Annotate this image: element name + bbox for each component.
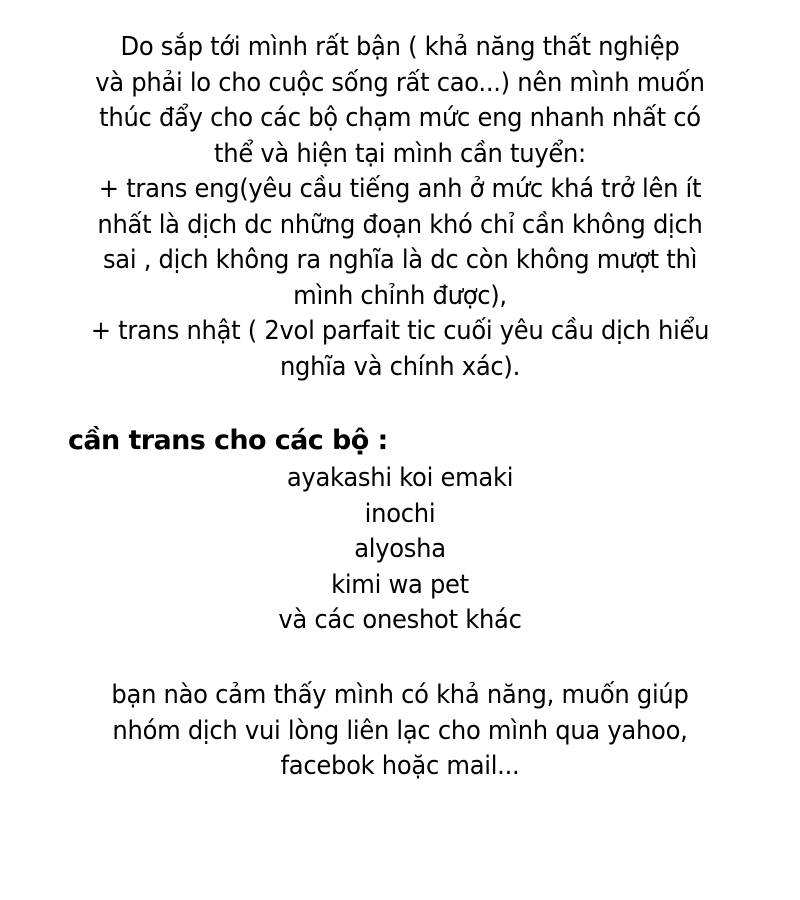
contact-line: nhóm dịch vui lòng liên lạc cho mình qua yahoo, [112,715,688,746]
intro-paragraph [0,30,800,385]
trans-eng-requirement-line: nhất là dịch dc những đoạn khó chỉ cần không dịch [97,209,703,240]
contact-paragraph [0,678,800,785]
list-item: và các oneshot khác [278,605,522,635]
trans-eng-requirement-line: sai , dịch không ra nghĩa là dc còn không mượt thì [102,245,698,275]
intro-line: và phải lo cho cuộc sống rất cao...) nên mình muốn [95,67,705,98]
contact-line: bạn nào cảm thấy mình có khả năng, muốn giúp [111,680,689,710]
intro-line: Do sắp tới mình rất bận ( khả năng thất nghiệp [120,32,680,62]
trans-eng-requirement-line: mình chỉnh được), [293,280,507,311]
projects-heading: cần trans cho các bộ : [68,425,388,456]
list-item: kimi wa pet [331,569,469,600]
trans-jp-requirement-line: + trans nhật ( 2vol parfait tic cuối yêu cầu dịch hiểu [90,316,710,346]
contact-line: facebok hoặc mail... [280,751,520,781]
list-item: alyosha [354,534,446,564]
trans-eng-requirement-line: + trans eng(yêu cầu tiếng anh ở mức khá trở lên ít [98,174,702,204]
intro-line: thúc đẩy cho các bộ chạm mức eng nhanh nhất có [99,103,701,133]
trans-jp-requirement-line: nghĩa và chính xác). [279,351,520,382]
list-item: ayakashi koi emaki [286,463,514,493]
intro-line: thể và hiện tại mình cần tuyển: [214,138,586,169]
list-item: inochi [364,498,436,529]
projects-list [0,461,800,639]
